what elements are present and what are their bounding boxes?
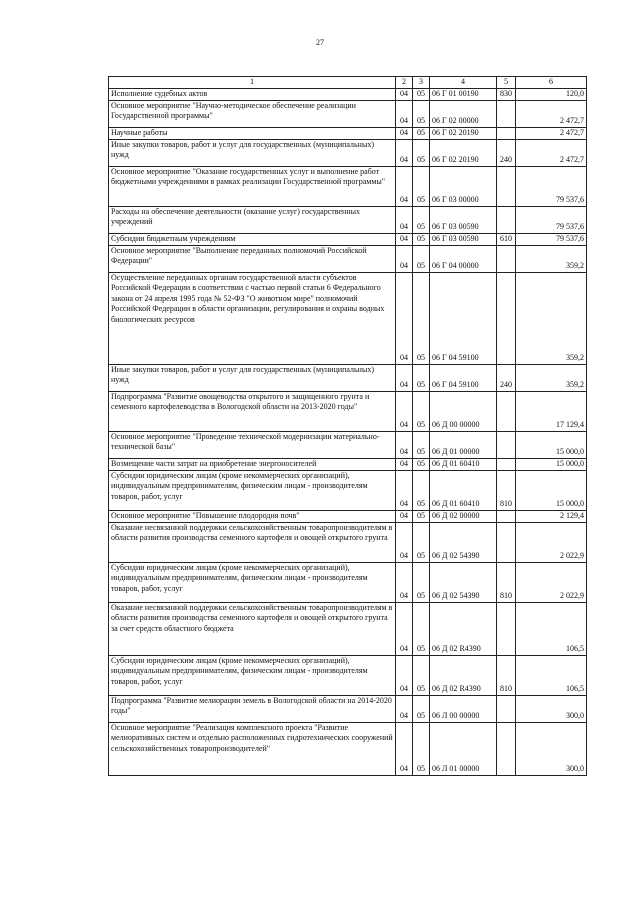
row-name-cell: Осуществление переданных органам государственной власти субъектов Российской Федерации в соответствии с частью первой статьи 6 Федерального закона от 24 апреля 1995 года № 52-ФЗ "О животном мире" полномочий Российской Федерации в области организации, регулирования и охраны водных биологических ресурсов [109, 272, 396, 364]
row-subsection-cell: 05 [413, 88, 430, 100]
row-name-cell: Основное мероприятие "Повышение плодородия почв" [109, 510, 396, 522]
row-target-article-cell: 06 Д 01 60410 [430, 470, 497, 510]
table-row [109, 695, 587, 722]
row-target-article-cell: 06 Г 02 00000 [430, 100, 497, 127]
row-amount-cell: 359,2 [516, 272, 587, 364]
header-cell-section: 2 [396, 77, 413, 89]
row-amount-cell: 79 537,6 [516, 233, 587, 245]
row-amount-cell: 2 472,7 [516, 139, 587, 166]
row-section-cell: 04 [396, 206, 413, 233]
row-name-cell: Основное мероприятие "Научно-методическое обеспечение реализации Государственной программы" [109, 100, 396, 127]
row-section-cell: 04 [396, 272, 413, 364]
row-name-cell: Научные работы [109, 127, 396, 139]
row-amount-cell: 106,5 [516, 655, 587, 695]
row-expense-type-cell [497, 206, 516, 233]
row-section-cell: 04 [396, 391, 413, 431]
row-section-cell: 04 [396, 88, 413, 100]
header-cell-name: 1 [109, 77, 396, 89]
row-name-cell: Основное мероприятие "Оказание государственных услуг и выполнение работ бюджетными учреждениями в рамках реализации Государственной программы" [109, 166, 396, 206]
row-expense-type-cell: 610 [497, 233, 516, 245]
row-subsection-cell: 05 [413, 562, 430, 602]
row-target-article-cell: 06 Г 04 59100 [430, 364, 497, 391]
row-expense-type-cell [497, 602, 516, 655]
table-row [109, 139, 587, 166]
row-subsection-cell: 05 [413, 458, 430, 470]
row-subsection-cell: 05 [413, 272, 430, 364]
row-expense-type-cell: 810 [497, 470, 516, 510]
header-cell-subsection: 3 [413, 77, 430, 89]
row-amount-cell: 300,0 [516, 695, 587, 722]
row-name-cell: Оказание несвязанной поддержки сельскохозяйственным товаропроизводителям в области развития производства семенного картофеля и овощей открытого грунта за счет средств областного бюджета [109, 602, 396, 655]
row-amount-cell: 15 000,0 [516, 458, 587, 470]
row-name-cell: Основное мероприятие "Реализация комплексного проекта "Развитие мелиоративных систем и отдельно расположенных гидротехнических сооружений сельскохозяйственных товаропроизводителей" [109, 722, 396, 775]
row-section-cell: 04 [396, 127, 413, 139]
row-subsection-cell: 05 [413, 510, 430, 522]
table-row [109, 522, 587, 562]
row-name-cell: Основное мероприятие "Выполнение переданных полномочий Российской Федерации" [109, 245, 396, 272]
row-amount-cell: 120,0 [516, 88, 587, 100]
row-subsection-cell: 05 [413, 655, 430, 695]
row-section-cell: 04 [396, 233, 413, 245]
page-number: 27 [316, 38, 324, 47]
row-expense-type-cell [497, 391, 516, 431]
table-header-row [109, 77, 587, 89]
row-expense-type-cell [497, 100, 516, 127]
row-name-cell: Субсидии юридическим лицам (кроме некоммерческих организаций), индивидуальным предпринимателям, физическим лицам - производителям товаров, работ, услуг [109, 562, 396, 602]
row-target-article-cell: 06 Д 02 R4390 [430, 655, 497, 695]
row-expense-type-cell [497, 722, 516, 775]
row-amount-cell: 2 022,9 [516, 562, 587, 602]
row-section-cell: 04 [396, 510, 413, 522]
row-section-cell: 04 [396, 431, 413, 458]
row-name-cell: Иные закупки товаров, работ и услуг для государственных (муниципальных) нужд [109, 139, 396, 166]
row-target-article-cell: 06 Д 02 54390 [430, 562, 497, 602]
row-expense-type-cell: 830 [497, 88, 516, 100]
table-row [109, 206, 587, 233]
row-subsection-cell: 05 [413, 431, 430, 458]
header-cell-expense-type: 5 [497, 77, 516, 89]
row-subsection-cell: 05 [413, 127, 430, 139]
row-expense-type-cell [497, 166, 516, 206]
row-subsection-cell: 05 [413, 139, 430, 166]
row-amount-cell: 300,0 [516, 722, 587, 775]
row-name-cell: Расходы на обеспечение деятельности (оказание услуг) государственных учреждений [109, 206, 396, 233]
row-subsection-cell: 05 [413, 602, 430, 655]
row-expense-type-cell [497, 431, 516, 458]
row-name-cell: Субсидии юридическим лицам (кроме некоммерческих организаций), индивидуальным предпринимателям, физическим лицам - производителям товаров, работ, услуг [109, 470, 396, 510]
row-target-article-cell: 06 Д 00 00000 [430, 391, 497, 431]
row-name-cell: Возмещение части затрат на приобретение энергоносителей [109, 458, 396, 470]
row-subsection-cell: 05 [413, 695, 430, 722]
row-section-cell: 04 [396, 695, 413, 722]
row-section-cell: 04 [396, 602, 413, 655]
table-row [109, 655, 587, 695]
table-row [109, 510, 587, 522]
table-row [109, 364, 587, 391]
row-expense-type-cell: 240 [497, 364, 516, 391]
row-name-cell: Субсидии бюджетным учреждениям [109, 233, 396, 245]
row-name-cell: Иные закупки товаров, работ и услуг для государственных (муниципальных) нужд [109, 364, 396, 391]
table-row [109, 88, 587, 100]
row-expense-type-cell [497, 458, 516, 470]
table-row [109, 722, 587, 775]
row-target-article-cell: 06 Г 03 00000 [430, 166, 497, 206]
row-section-cell: 04 [396, 139, 413, 166]
table-row [109, 233, 587, 245]
row-section-cell: 04 [396, 522, 413, 562]
row-subsection-cell: 05 [413, 245, 430, 272]
row-name-cell: Основное мероприятие "Проведение технической модернизации материально-технической базы" [109, 431, 396, 458]
row-subsection-cell: 05 [413, 522, 430, 562]
table-row [109, 100, 587, 127]
row-section-cell: 04 [396, 166, 413, 206]
table-row [109, 166, 587, 206]
row-amount-cell: 2 472,7 [516, 127, 587, 139]
row-section-cell: 04 [396, 364, 413, 391]
header-cell-amount: 6 [516, 77, 587, 89]
row-section-cell: 04 [396, 562, 413, 602]
row-expense-type-cell: 810 [497, 562, 516, 602]
row-amount-cell: 359,2 [516, 364, 587, 391]
row-amount-cell: 2 022,9 [516, 522, 587, 562]
row-section-cell: 04 [396, 722, 413, 775]
row-section-cell: 04 [396, 470, 413, 510]
table-row [109, 272, 587, 364]
row-amount-cell: 2 129,4 [516, 510, 587, 522]
row-amount-cell: 15 000,0 [516, 431, 587, 458]
row-target-article-cell: 06 Г 02 20190 [430, 127, 497, 139]
row-section-cell: 04 [396, 458, 413, 470]
row-target-article-cell: 06 Л 01 00000 [430, 722, 497, 775]
row-section-cell: 04 [396, 655, 413, 695]
row-amount-cell: 79 537,6 [516, 166, 587, 206]
row-amount-cell: 79 537,6 [516, 206, 587, 233]
row-subsection-cell: 05 [413, 722, 430, 775]
row-target-article-cell: 06 Г 03 00590 [430, 206, 497, 233]
table-row [109, 602, 587, 655]
row-target-article-cell: 06 Г 01 00190 [430, 88, 497, 100]
header-cell-target-article: 4 [430, 77, 497, 89]
row-target-article-cell: 06 Д 02 54390 [430, 522, 497, 562]
row-target-article-cell: 06 Г 04 00000 [430, 245, 497, 272]
row-target-article-cell: 06 Г 02 20190 [430, 139, 497, 166]
row-amount-cell: 15 000,0 [516, 470, 587, 510]
row-subsection-cell: 05 [413, 100, 430, 127]
row-section-cell: 04 [396, 100, 413, 127]
row-subsection-cell: 05 [413, 364, 430, 391]
row-name-cell: Субсидии юридическим лицам (кроме некоммерческих организаций), индивидуальным предпринимателям, физическим лицам - производителям товаров, работ, услуг [109, 655, 396, 695]
row-subsection-cell: 05 [413, 391, 430, 431]
table-row [109, 431, 587, 458]
row-section-cell: 04 [396, 245, 413, 272]
row-expense-type-cell: 810 [497, 655, 516, 695]
row-subsection-cell: 05 [413, 233, 430, 245]
table-row [109, 470, 587, 510]
row-expense-type-cell [497, 245, 516, 272]
row-expense-type-cell [497, 510, 516, 522]
row-subsection-cell: 05 [413, 206, 430, 233]
row-amount-cell: 17 129,4 [516, 391, 587, 431]
row-name-cell: Исполнение судебных актов [109, 88, 396, 100]
row-target-article-cell: 06 Д 02 R4390 [430, 602, 497, 655]
row-expense-type-cell [497, 127, 516, 139]
row-name-cell: Подпрограмма "Развитие овощеводства открытого и защищенного грунта и семенного картофелеводства в Вологодской области на 2013-2020 годы" [109, 391, 396, 431]
row-subsection-cell: 05 [413, 166, 430, 206]
row-expense-type-cell [497, 522, 516, 562]
row-target-article-cell: 06 Г 03 00590 [430, 233, 497, 245]
table-row [109, 245, 587, 272]
row-expense-type-cell [497, 695, 516, 722]
row-target-article-cell: 06 Д 02 00000 [430, 510, 497, 522]
row-name-cell: Оказание несвязанной поддержки сельскохозяйственным товаропроизводителям в области развития производства семенного картофеля и овощей открытого грунта [109, 522, 396, 562]
row-amount-cell: 2 472,7 [516, 100, 587, 127]
row-target-article-cell: 06 Г 04 59100 [430, 272, 497, 364]
row-target-article-cell: 06 Д 01 60410 [430, 458, 497, 470]
row-name-cell: Подпрограмма "Развитие мелиорации земель в Вологодской области на 2014-2020 годы" [109, 695, 396, 722]
table-row [109, 391, 587, 431]
row-target-article-cell: 06 Л 00 00000 [430, 695, 497, 722]
row-amount-cell: 106,5 [516, 602, 587, 655]
table-row [109, 458, 587, 470]
budget-table [108, 76, 587, 776]
row-expense-type-cell [497, 272, 516, 364]
row-expense-type-cell: 240 [497, 139, 516, 166]
row-subsection-cell: 05 [413, 470, 430, 510]
row-amount-cell: 359,2 [516, 245, 587, 272]
table-row [109, 127, 587, 139]
row-target-article-cell: 06 Д 01 00000 [430, 431, 497, 458]
table-row [109, 562, 587, 602]
